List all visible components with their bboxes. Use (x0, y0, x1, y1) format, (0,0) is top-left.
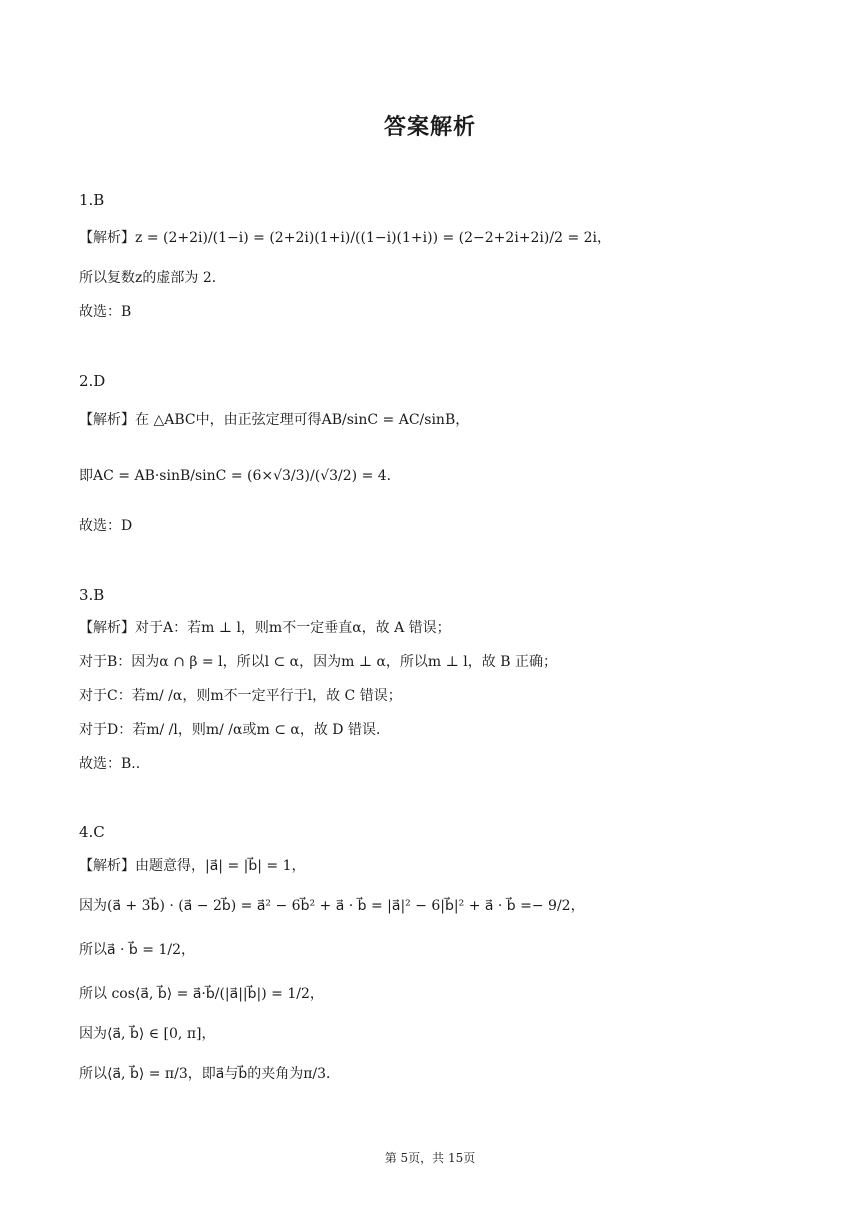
q1-line-3: 故选：B (79, 304, 132, 320)
q3-line-4: 对于D：若m/ /l，则m/ /α或m ⊂ α，故 D 错误． (79, 722, 390, 738)
q4-line-4: 所以 cos⟨a⃗, b⃗⟩ = a⃗·b⃗/(|a⃗||b⃗|) = 1/2， (79, 986, 324, 1002)
q2-line-3: 故选：D (79, 518, 133, 534)
q1-answer: 1.B (79, 191, 105, 209)
page-footer: 第 5页，共 15页 (384, 1151, 476, 1165)
q4-answer: 4.C (79, 823, 105, 841)
q2-answer: 2.D (79, 372, 106, 390)
q3-line-2: 对于B：因为α ∩ β = l，所以l ⊂ α，因为m ⊥ α，所以m ⊥ l，故 B 正确； (79, 654, 557, 670)
q4-line-2: 因为(a⃗ + 3b⃗) · (a⃗ − 2b⃗) = a⃗² − 6b⃗² + a⃗ · b⃗ = |a⃗|² − 6|b⃗|² + a⃗ · b⃗ =− 9/2， (79, 898, 585, 914)
q4-line-3: 所以a⃗ · b⃗ = 1/2， (79, 942, 195, 958)
q4-line-6: 所以⟨a⃗, b⃗⟩ = π/3，即a⃗与b⃗的夹角为π/3． (79, 1066, 341, 1082)
q3-line-3: 对于C：若m/ /α，则m不一定平行于l，故 C 错误； (79, 688, 402, 704)
q3-line-1: 【解析】对于A：若m ⊥ l，则m不一定垂直α，故 A 错误； (79, 620, 451, 636)
q4-line-1: 【解析】由题意得，|a⃗| = |b⃗| = 1， (79, 858, 306, 874)
q4-line-5: 因为⟨a⃗, b⃗⟩ ∈ [0, π]， (79, 1026, 216, 1042)
q3-line-5: 故选：B.. (79, 756, 141, 772)
q2-line-1: 【解析】在 △ABC中，由正弦定理可得AB/sinC = AC/sinB， (79, 412, 470, 428)
q2-line-2: 即AC = AB·sinB/sinC = (6×√3/3)/(√3/2) = 4． (79, 468, 401, 484)
q3-answer: 3.B (79, 586, 105, 604)
q1-line-2: 所以复数z的虚部为 2． (79, 270, 226, 286)
q1-line-1: 【解析】z = (2+2i)/(1−i) = (2+2i)(1+i)/((1−i)(1+i)) = (2−2+2i+2i)/2 = 2i， (79, 230, 612, 246)
page-title: 答案解析 (383, 115, 476, 140)
